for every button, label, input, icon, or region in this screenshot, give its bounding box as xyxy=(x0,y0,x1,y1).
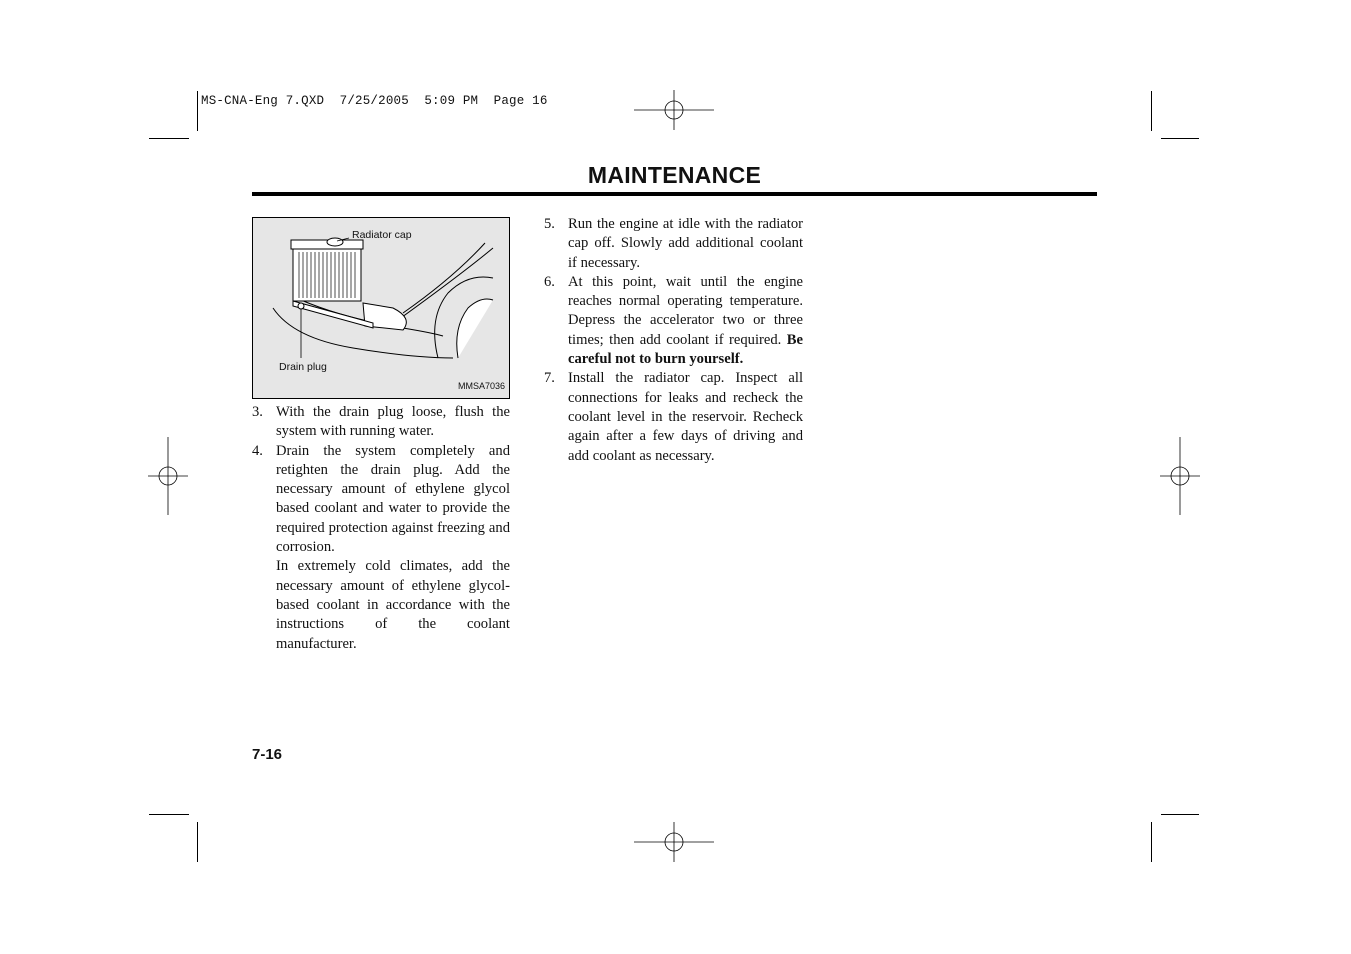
crop-mark xyxy=(197,91,198,131)
crop-mark xyxy=(1161,138,1199,139)
crop-mark xyxy=(1161,814,1199,815)
crop-mark xyxy=(197,822,198,862)
print-slug: MS-CNA-Eng 7.QXD 7/25/2005 5:09 PM Page 16 xyxy=(201,94,548,108)
drain-plug-label: Drain plug xyxy=(279,361,327,373)
left-column xyxy=(252,403,510,654)
list-item xyxy=(544,369,803,465)
crop-mark xyxy=(149,814,189,815)
list-item xyxy=(544,273,803,369)
step-text: Install the radiator cap. Inspect all connections for leaks and recheck the coolant level in the reservoir. Recheck again after a few days of driving and add coolant as necessary. xyxy=(568,370,803,464)
registration-mark-right xyxy=(1160,437,1200,515)
step-number: 6. xyxy=(544,273,555,290)
step-text: With the drain plug loose, flush the system with running water. xyxy=(276,404,510,440)
step-number: 7. xyxy=(544,370,555,387)
registration-mark-top xyxy=(634,90,714,130)
radiator-figure xyxy=(252,217,510,399)
step-number: 3. xyxy=(252,404,263,420)
crop-mark xyxy=(1151,91,1152,131)
middle-column xyxy=(544,215,803,466)
step-number: 5. xyxy=(544,216,555,232)
step-text: Run the engine at idle with the radiator cap off. Slowly add additional coolant if necessary. xyxy=(568,216,803,271)
list-item xyxy=(252,403,510,442)
radiator-cap-label: Radiator cap xyxy=(352,229,412,241)
step-number: 4. xyxy=(252,442,263,459)
page-number: 7-16 xyxy=(252,746,283,763)
registration-mark-left xyxy=(148,437,188,515)
heading-rule xyxy=(252,192,1097,196)
registration-mark-bottom xyxy=(634,822,714,862)
step-text-continued: In extremely cold climates, add the necessary amount of ethylene glycol-based coolant in accordance with the instructions of the coolant manufacturer. xyxy=(276,558,510,652)
step-text: At this point, wait until the engine reaches normal operating temperature. Depress the accelerator two or three times; then add coolant if required. xyxy=(568,273,803,348)
list-item xyxy=(252,442,510,654)
figure-code: MMSA7036 xyxy=(457,381,505,391)
warning-text: Be careful not to burn yourself. xyxy=(568,331,803,368)
section-title: MAINTENANCE xyxy=(587,162,762,188)
list-item xyxy=(544,215,803,273)
crop-mark xyxy=(149,138,189,139)
crop-mark xyxy=(1151,822,1152,862)
step-text: Drain the system completely and retighten the drain plug. Add the necessary amount of ethylene glycol based coolant and water to provide the required protection against freezing and corrosion. xyxy=(276,442,510,556)
